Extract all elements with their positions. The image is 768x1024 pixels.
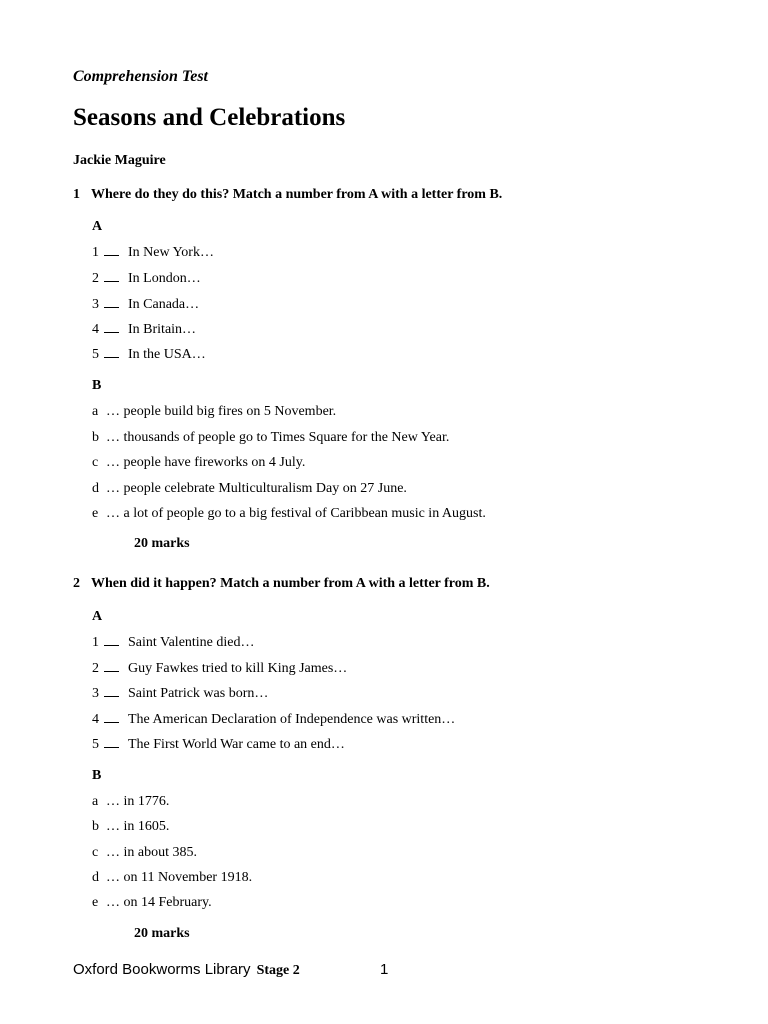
answer-blank[interactable] (104, 321, 119, 333)
item-number: 3 (92, 297, 99, 312)
item-text: … people have fireworks on 4 July. (106, 455, 306, 470)
question-text: Where do they do this? Match a number from A with a letter from B. (91, 187, 503, 202)
item-letter: b (92, 430, 99, 445)
item-letter: a (92, 794, 99, 809)
item-letter: c (92, 845, 99, 860)
answer-blank[interactable] (104, 346, 119, 358)
item-text: The American Declaration of Independence was written… (128, 712, 456, 727)
author-name: Jackie Maguire (73, 153, 166, 168)
list-item (92, 711, 455, 728)
item-text: … people build big fires on 5 November. (106, 404, 337, 419)
list-item (92, 685, 268, 702)
item-text: … people celebrate Multiculturalism Day on 27 June. (106, 481, 407, 496)
item-text: The First World War came to an end… (128, 737, 345, 752)
item-letter: e (92, 895, 99, 910)
list-item (92, 296, 199, 313)
item-number: 3 (92, 686, 99, 701)
column-a-heading: A (92, 609, 103, 624)
answer-blank[interactable] (104, 244, 119, 256)
list-item (92, 481, 407, 497)
item-text: In New York… (128, 245, 214, 260)
list-item (92, 736, 345, 753)
item-text: Guy Fawkes tried to kill King James… (128, 661, 348, 676)
list-item (92, 346, 206, 363)
item-text: … on 11 November 1918. (106, 870, 253, 885)
library-name: Oxford Bookworms Library (73, 961, 251, 978)
list-item (92, 845, 197, 861)
item-number: 1 (92, 635, 99, 650)
list-item (92, 244, 214, 261)
column-b-heading: B (92, 378, 102, 393)
list-item (92, 506, 486, 522)
question-2-prompt (73, 576, 490, 592)
item-text: … a lot of people go to a big festival of Caribbean music in August. (106, 506, 486, 521)
answer-blank[interactable] (104, 685, 119, 697)
list-item (92, 270, 201, 287)
question-1-prompt (73, 187, 502, 203)
page-number: 1 (380, 961, 389, 978)
item-text: In the USA… (128, 347, 206, 362)
answer-blank[interactable] (104, 660, 119, 672)
item-text: … in about 385. (106, 845, 197, 860)
marks-label: 20 marks (134, 536, 190, 551)
list-item (92, 870, 252, 886)
item-letter: b (92, 819, 99, 834)
footer-publisher (73, 961, 300, 979)
list-item (92, 794, 169, 810)
item-text: … in 1776. (106, 794, 170, 809)
list-item (92, 819, 169, 835)
item-letter: d (92, 481, 99, 496)
list-item (92, 660, 347, 677)
column-a-heading: A (92, 219, 103, 234)
answer-blank[interactable] (104, 711, 119, 723)
item-letter: a (92, 404, 99, 419)
item-letter: d (92, 870, 99, 885)
list-item (92, 634, 255, 651)
stage-label: Stage 2 (256, 963, 300, 978)
list-item (92, 321, 196, 338)
answer-blank[interactable] (104, 634, 119, 646)
item-number: 5 (92, 347, 99, 362)
list-item (92, 455, 305, 471)
item-number: 1 (92, 245, 99, 260)
column-b-heading: B (92, 768, 102, 783)
question-number: 2 (73, 576, 80, 591)
answer-blank[interactable] (104, 270, 119, 282)
item-letter: c (92, 455, 99, 470)
item-text: … on 14 February. (106, 895, 212, 910)
item-number: 2 (92, 661, 99, 676)
item-text: … in 1605. (106, 819, 170, 834)
answer-blank[interactable] (104, 736, 119, 748)
item-text: In London… (128, 271, 201, 286)
question-number: 1 (73, 187, 80, 202)
list-item (92, 895, 212, 911)
document-subtitle: Comprehension Test (73, 68, 208, 85)
question-text: When did it happen? Match a number from A with a letter from B. (91, 576, 490, 591)
marks-label: 20 marks (134, 926, 190, 941)
item-number: 4 (92, 712, 99, 727)
item-text: In Britain… (128, 322, 197, 337)
document-title: Seasons and Celebrations (73, 104, 346, 131)
item-number: 5 (92, 737, 99, 752)
item-text: Saint Patrick was born… (128, 686, 269, 701)
item-text: Saint Valentine died… (128, 635, 255, 650)
answer-blank[interactable] (104, 296, 119, 308)
item-text: In Canada… (128, 297, 200, 312)
item-text: … thousands of people go to Times Square for the New Year. (106, 430, 450, 445)
item-number: 2 (92, 271, 99, 286)
list-item (92, 430, 449, 446)
list-item (92, 404, 336, 420)
item-number: 4 (92, 322, 99, 337)
item-letter: e (92, 506, 99, 521)
